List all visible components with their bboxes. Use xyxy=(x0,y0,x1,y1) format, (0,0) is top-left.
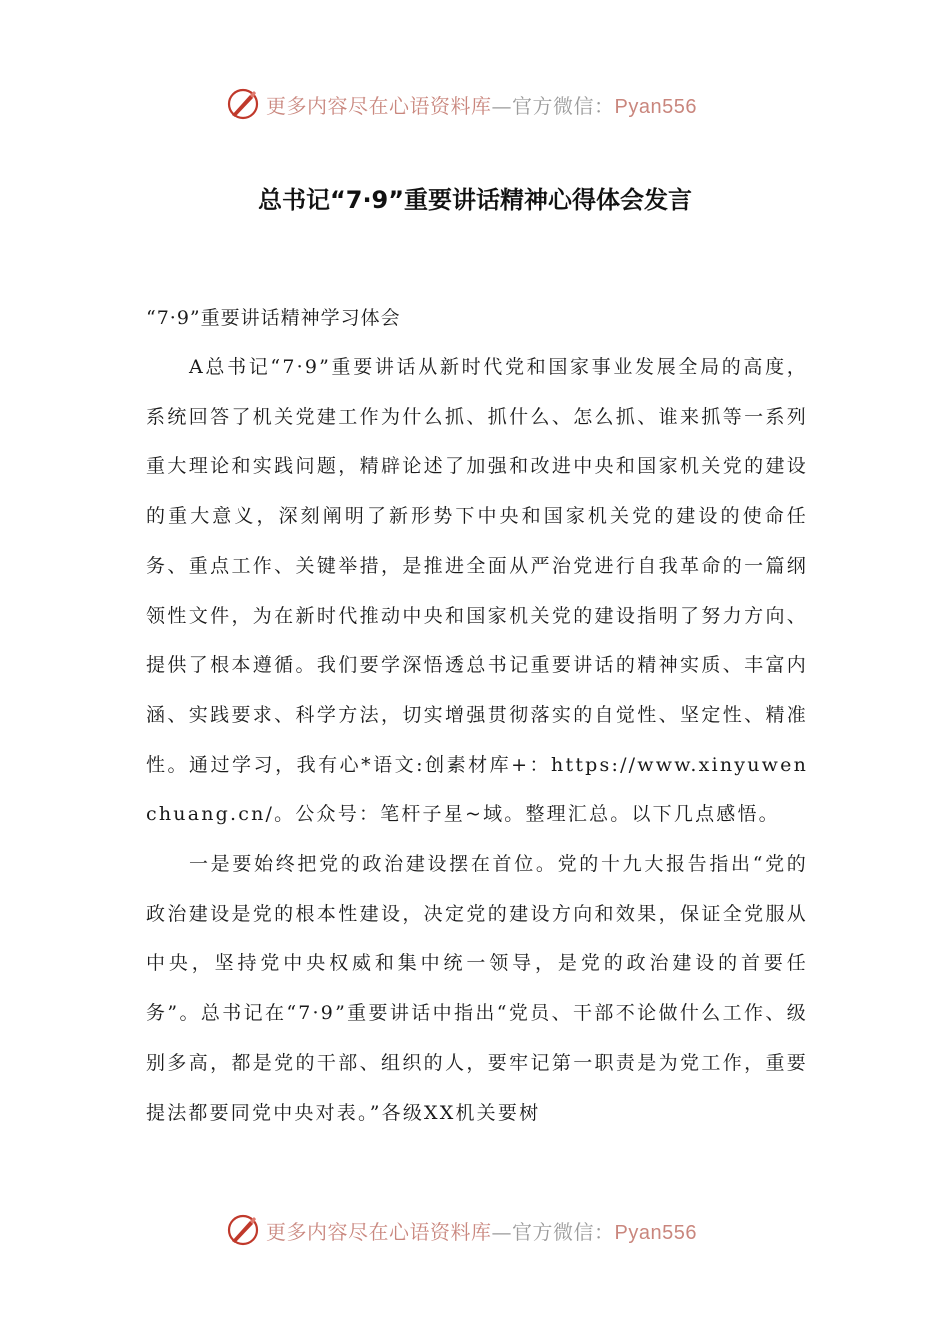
watermark-brand: 更多内容尽在心语资料库 xyxy=(266,93,492,118)
body-paragraph: A总书记“7·9”重要讲话从新时代党和国家事业发展全局的高度，系统回答了机关党建工作为什么抓、抓什么、怎么抓、谁来抓等一系列重大理论和实践问题，精辟论述了加强和改进中央和国家机关党的建设的重大意义，深刻阐明了新形势下中央和国家机关党的建设的使命任务、重点工作、关键举措，是推进全面从严治党进行自我革命的一篇纲领性文件，为在新时代推动中央和国家机关党的建设指明了努力方向、提供了根本遵循。我们要学深悟透总书记重要讲话的精神实质、丰富内涵、实践要求、科学方法，切实增强贯彻落实的自觉性、坚定性、精准性。通过学习，我有心*语文:创素材库+：https://www.xinyuwenchuang.cn/。公众号：笔杆子星~域。整理汇总。以下几点感悟。 xyxy=(146,356,808,826)
watermark-text xyxy=(266,90,697,119)
watermark-official: 官方微信： xyxy=(512,1219,615,1244)
document-title: 总书记“7·9”重要讲话精神心得体会发言 xyxy=(257,186,693,214)
body-paragraph: 一是要始终把党的政治建设摆在首位。党的十九大报告指出“党的政治建设是党的根本性建设，决定党的建设方向和效果，保证全党服从中央，坚持党中央权威和集中统一领导，是党的政治建设的首要任务”。总书记在“7·9”重要讲话中指出“党员、干部不论做什么工作、级别多高，都是党的干部、组织的人，要牢记第一职责是为党工作，重要提法都要同党中央对表。”各级XX机关要树 xyxy=(146,853,808,1124)
header-watermark xyxy=(226,84,697,124)
watermark-dash: — xyxy=(491,93,512,118)
watermark-official: 官方微信： xyxy=(512,93,615,118)
document-body xyxy=(146,343,808,1138)
footer-watermark xyxy=(226,1210,697,1250)
pen-logo-icon xyxy=(226,87,260,121)
watermark-text xyxy=(266,1216,697,1245)
watermark-dash: — xyxy=(491,1219,512,1244)
pen-logo-icon xyxy=(226,1213,260,1247)
watermark-wechat-id: Pyan556 xyxy=(614,95,697,118)
watermark-wechat-id: Pyan556 xyxy=(614,1221,697,1244)
document-subtitle: “7·9”重要讲话精神学习体会 xyxy=(146,307,401,329)
watermark-brand: 更多内容尽在心语资料库 xyxy=(266,1219,492,1244)
